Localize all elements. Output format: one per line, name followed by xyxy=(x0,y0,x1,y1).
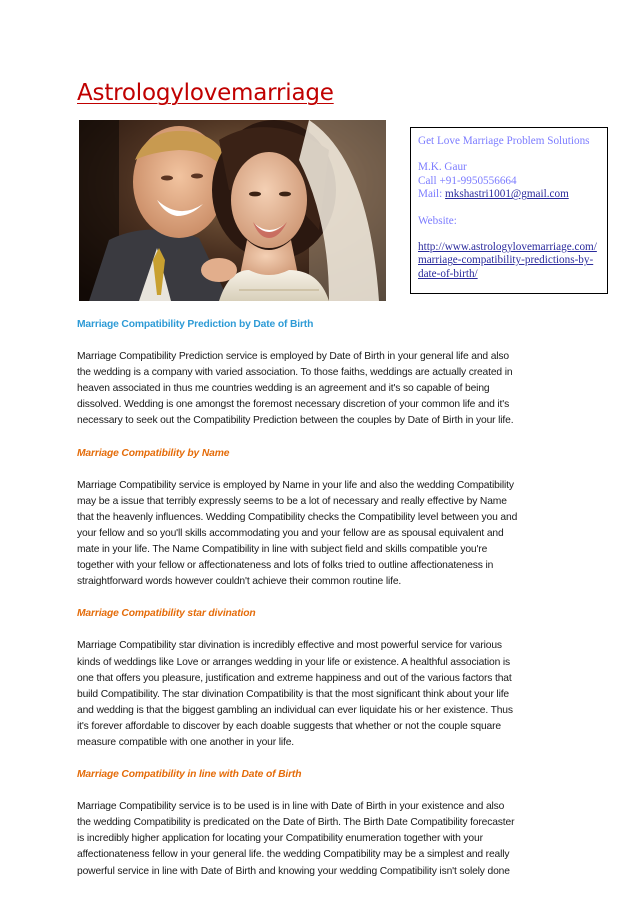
paragraph-line: dissolved. Wedding is one amongst the foremost necessary discretion of your common life and it's xyxy=(77,399,510,411)
paragraph-line: the wedding is a company with varied association. To those faiths, weddings are actually created in xyxy=(77,367,513,379)
paragraph-line: straightforward words however couldn't achieve their common routine life. xyxy=(77,576,402,588)
paragraph-line: necessary to seek out the Compatibility Prediction between the couples by Date of Birth in your life. xyxy=(77,415,514,427)
section-paragraph xyxy=(77,478,577,591)
contact-name: M.K. Gaur xyxy=(418,161,467,174)
section-heading: Marriage Compatibility Prediction by Date of Birth xyxy=(77,319,314,330)
contact-phone: Call +91-9950556664 xyxy=(418,174,517,187)
section-heading: Marriage Compatibility by Name xyxy=(77,447,230,459)
contact-heading: Get Love Marriage Problem Solutions xyxy=(418,135,590,147)
contact-mail-label: Mail: xyxy=(418,188,446,201)
paragraph-line: the wedding Compatibility is predicated on the Date of Birth. The Birth Date Compatibility forecaster xyxy=(77,817,515,829)
section-paragraph xyxy=(77,799,577,879)
paragraph-line: it's forever affordable to discover by each doable suggests that whether or not the couple square xyxy=(77,720,501,732)
contact-mail-row xyxy=(418,188,601,201)
article-body xyxy=(77,317,577,896)
paragraph-line: Marriage Compatibility service is employed by Name in your life and also the wedding Compatibility xyxy=(77,479,514,491)
contact-info-box xyxy=(410,127,608,294)
section-heading: Marriage Compatibility star divination xyxy=(77,608,256,620)
couple-photo xyxy=(79,120,386,301)
paragraph-line: measure compatible with one another in your life. xyxy=(77,736,295,748)
paragraph-line: together with your fellow or affectionateness and lots of folks tried to outline affectionateness in xyxy=(77,560,494,572)
website-link[interactable] xyxy=(418,241,601,281)
section-heading: Marriage Compatibility in line with Date of Birth xyxy=(77,769,302,781)
website-label: Website: xyxy=(418,214,457,227)
paragraph-line: and wedding is that the biggest gambling an individual can ever liquidate his or her existence. Thus xyxy=(77,704,513,716)
paragraph-line: one that offers you pleasure, justification and extreme happiness and out of the various factors that xyxy=(77,672,512,684)
paragraph-line: heaven associated in thus me countries wedding is an agreement and it's so capable of being xyxy=(77,383,490,395)
paragraph-line: powerful service in line with Date of Birth and knowing your wedding Compatibility isn't solely done xyxy=(77,865,510,877)
paragraph-line: kinds of weddings like Love or arranges wedding in your life or existence. A healthful association is xyxy=(77,656,511,668)
section-paragraph xyxy=(77,638,577,751)
couple-photo-icon xyxy=(79,120,386,301)
website-link-line[interactable]: marriage-compatibility-predictions-by- xyxy=(418,254,594,267)
contact-mail-link[interactable]: mkshastri1001@gmail.com xyxy=(445,188,569,201)
website-link-line[interactable]: date-of-birth/ xyxy=(418,267,478,280)
paragraph-line: affectionateness fellow in your general life. the wedding Compatibility may be a simplest and really xyxy=(77,849,510,861)
paragraph-line: Marriage Compatibility service is to be used is in line with Date of Birth in your existence and also xyxy=(77,801,505,813)
paragraph-line: build Compatibility. The star divination Compatibility is that the most significant think about your life xyxy=(77,688,509,700)
paragraph-line: Marriage Compatibility star divination is incredibly effective and most powerful service for various xyxy=(77,640,502,652)
paragraph-line: your fellow and so you'll skills accommodating you and your fellow are as spousal equivalent and xyxy=(77,527,504,539)
paragraph-line: Marriage Compatibility Prediction service is employed by Date of Birth in your general life and also xyxy=(77,351,509,363)
paragraph-line: that the heavenly influences. Wedding Compatibility checks the Compatibility level between you and xyxy=(77,511,518,523)
paragraph-line: mate in your life. The Name Compatibility in line with subject field and skills compatible you're xyxy=(77,544,488,556)
website-link-line[interactable]: http://www.astrologylovemarriage.com/ xyxy=(418,241,597,254)
page-title: Astrologylovemarriage xyxy=(77,80,334,106)
paragraph-line: may be a issue that terribly expressly seems to be a lot of necessary and really effective by Name xyxy=(77,495,507,507)
paragraph-line: is incredibly higher application for locating your Compatibility enumeration together with your xyxy=(77,833,483,845)
section-paragraph xyxy=(77,349,577,429)
